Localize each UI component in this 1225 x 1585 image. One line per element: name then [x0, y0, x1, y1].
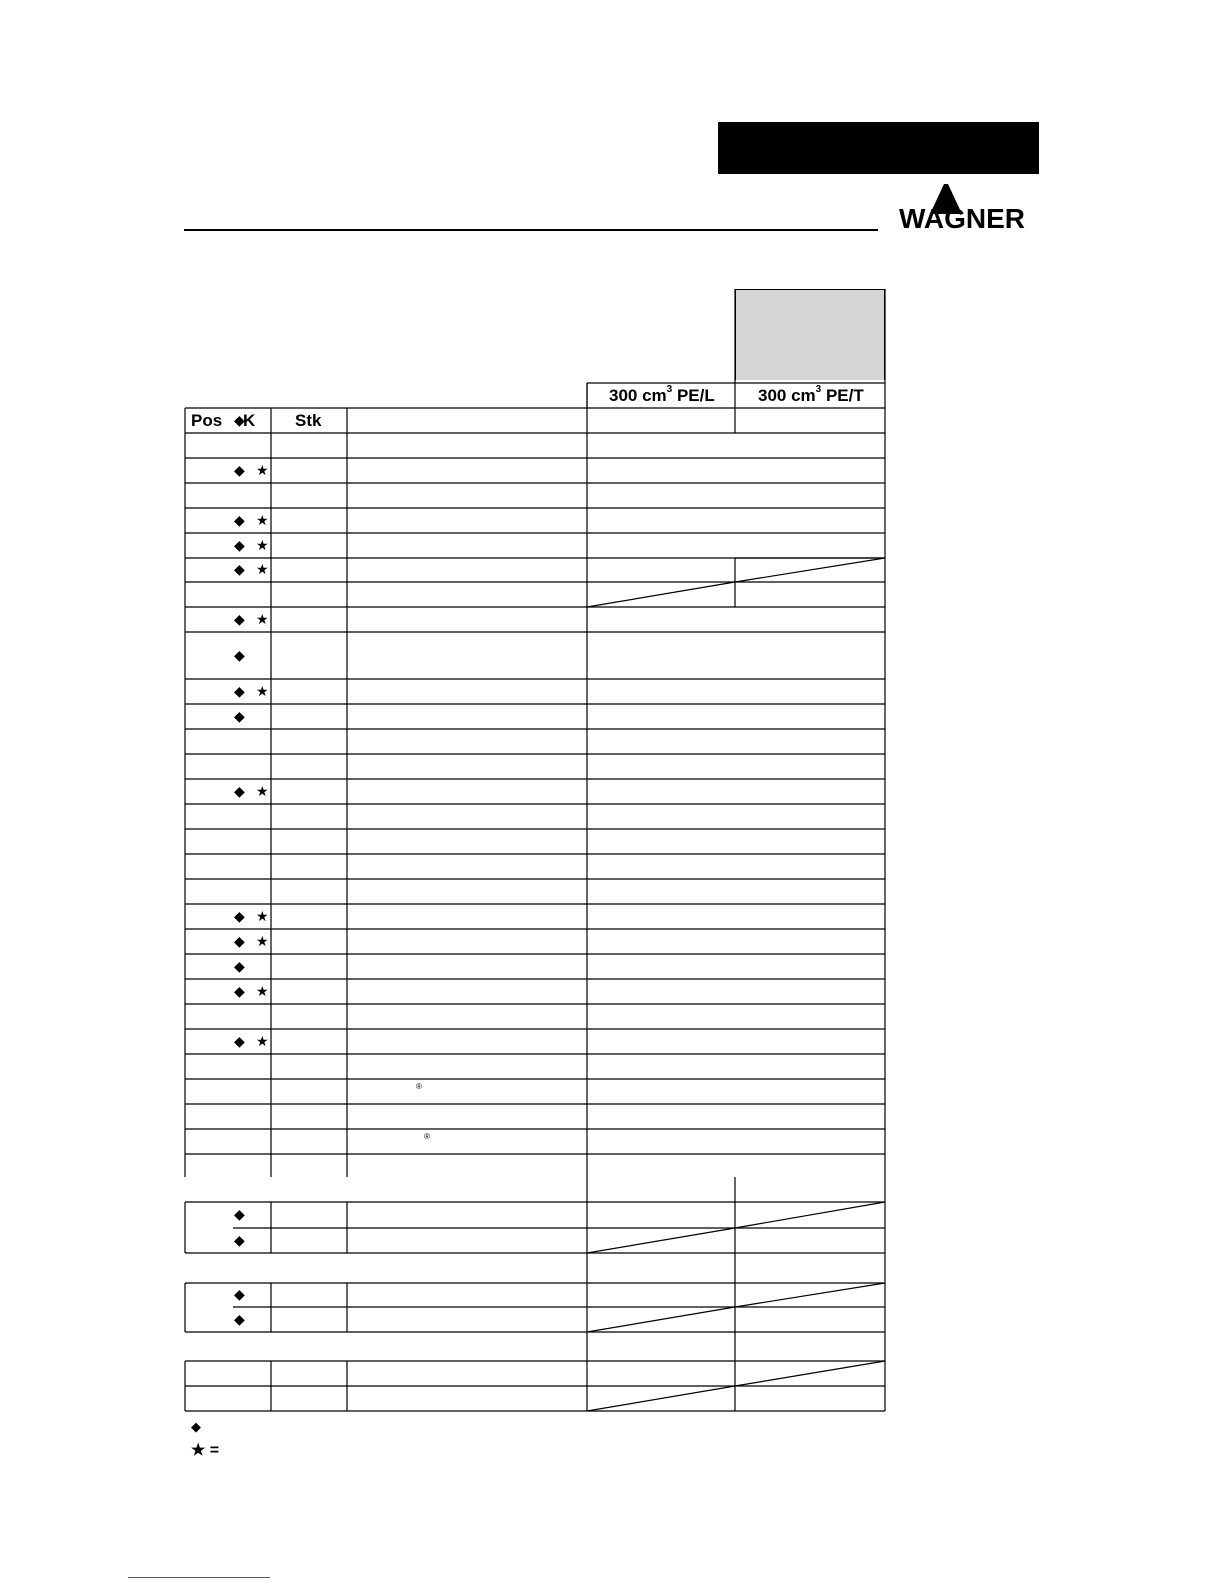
column-header-pe-l: 300 $cm^3$ PE/L	[609, 384, 715, 405]
diamond-icon: ◆	[234, 782, 245, 799]
diagonal-line	[735, 1202, 885, 1228]
diamond-icon: ◆	[234, 932, 245, 949]
column-header-pe-t: 300 $cm^3$ PE/T	[758, 384, 864, 405]
diamond-icon: ◆	[234, 511, 245, 528]
diagonal-line	[587, 582, 735, 607]
diamond-icon: ◆	[234, 1286, 245, 1302]
star-icon: ★	[256, 610, 269, 627]
diamond-icon: ◆	[234, 682, 245, 699]
star-icon: ★	[256, 932, 269, 949]
column-header-pos: Pos	[191, 411, 223, 430]
diamond-icon: ◆	[234, 1206, 245, 1222]
star-icon: ★	[256, 461, 269, 478]
diamond-icon: ◆	[234, 707, 245, 724]
diamond-icon: ◆	[234, 536, 245, 553]
registered-mark: ®	[416, 1081, 422, 1091]
diagonal-line	[587, 1228, 735, 1253]
diamond-icon: ◆	[234, 610, 245, 627]
diamond-icon: ◆	[234, 561, 245, 577]
footer-link-underline[interactable]	[128, 1577, 270, 1578]
diagonal-line	[735, 1283, 885, 1307]
star-icon: ★	[256, 982, 269, 999]
column-header-k: K	[243, 411, 256, 430]
column-header-stk: Stk	[295, 411, 322, 430]
diagonal-line	[735, 1361, 885, 1386]
registered-mark: ®	[424, 1131, 430, 1141]
diamond-icon: ◆	[234, 646, 245, 663]
star-icon: ★	[256, 511, 269, 528]
diagonal-line	[735, 558, 885, 582]
diamond-icon: ◆	[234, 907, 245, 924]
legend-diamond: ◆	[191, 1419, 201, 1434]
star-icon: ★	[256, 561, 269, 577]
diamond-icon: ◆	[234, 461, 245, 478]
diamond-icon: ◆	[234, 957, 245, 974]
diamond-icon: ◆	[234, 1032, 245, 1049]
star-icon: ★	[256, 682, 269, 699]
diamond-icon: ◆	[234, 982, 245, 999]
diagonal-line	[587, 1307, 735, 1332]
legend-star: ★ =	[191, 1442, 220, 1459]
svg-text:WAGNER: WAGNER	[899, 203, 1025, 232]
diagonal-line	[587, 1386, 735, 1411]
diamond-icon: ◆	[234, 1231, 245, 1248]
diamond-icon: ◆	[234, 411, 245, 428]
star-icon: ★	[256, 536, 269, 553]
star-icon: ★	[256, 907, 269, 924]
diamond-icon: ◆	[234, 1310, 245, 1327]
star-icon: ★	[256, 782, 269, 799]
star-icon: ★	[256, 1032, 269, 1049]
